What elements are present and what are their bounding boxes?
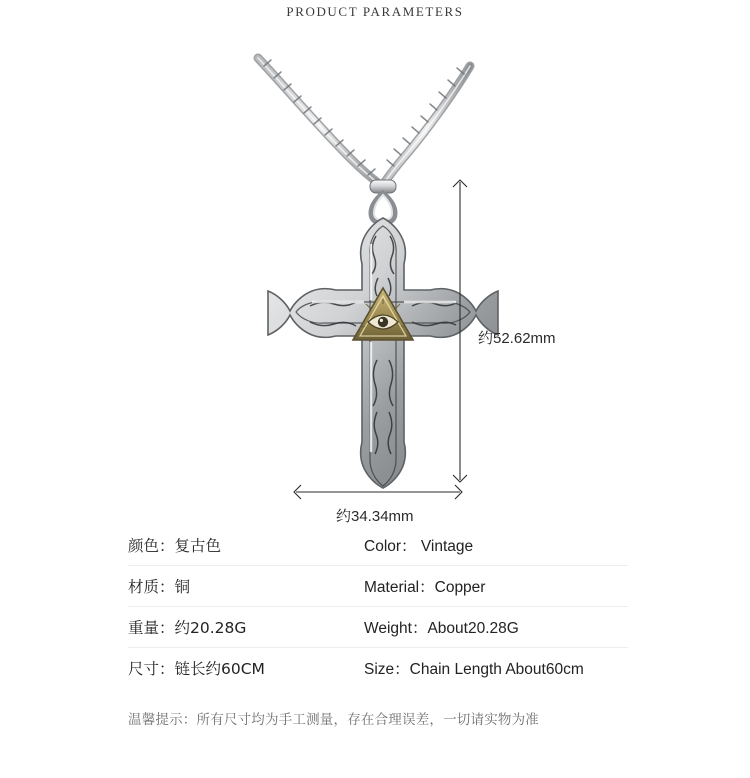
chain (258, 58, 470, 186)
spec-weight-cn: 重量：约20.28G (128, 619, 247, 637)
spec-size-cn: 尺寸：链长约60CM (128, 660, 265, 678)
spec-row-color (128, 525, 628, 566)
spec-row-size (128, 648, 628, 688)
page-title: PRODUCT PARAMETERS (286, 4, 464, 19)
spec-material-en: Material：Copper (364, 579, 486, 596)
spec-material-cn: 材质：铜 (128, 578, 191, 596)
spec-table (128, 525, 628, 688)
cross-pendant (268, 218, 498, 488)
spec-row-weight (128, 607, 628, 648)
spec-row-material (128, 566, 628, 607)
spec-color-en: Color： Vintage (364, 538, 474, 555)
width-dimension-label: 约34.34mm (336, 508, 414, 525)
spec-color-cn: 颜色：复古色 (128, 537, 222, 555)
spec-size-en: Size：Chain Length About60cm (364, 661, 584, 678)
product-photo (0, 30, 750, 525)
spec-weight-en: Weight：About20.28G (364, 620, 519, 637)
footer-note: 温馨提示：所有尺寸均为手工测量，存在合理误差，一切请实物为准 (128, 712, 539, 728)
height-dimension-label: 约52.62mm (478, 330, 556, 347)
necklace-illustration (0, 30, 750, 500)
